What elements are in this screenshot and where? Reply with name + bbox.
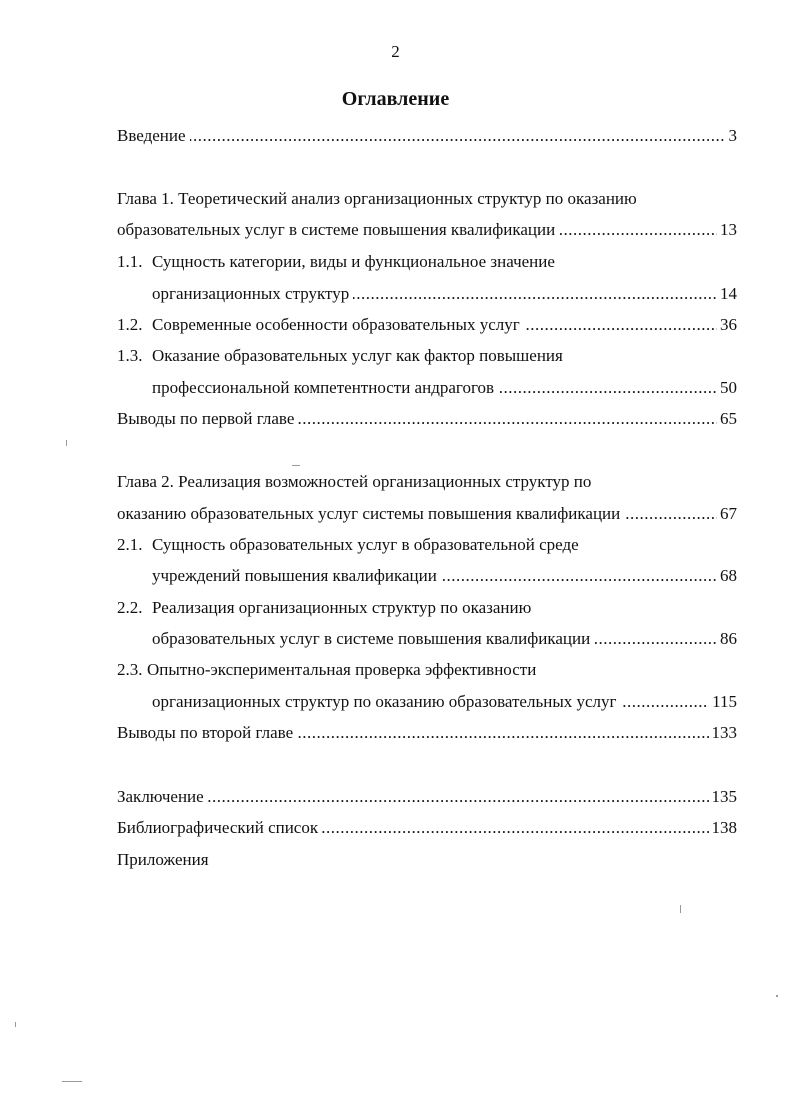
toc-chapter1-title-line2[interactable] (117, 217, 737, 243)
toc-conclusions-chapter2[interactable] (117, 720, 737, 746)
toc-entry-label: оказанию образовательных услуг системы повышения квалификации (117, 504, 624, 523)
toc-section-2-3-line2[interactable] (152, 689, 737, 715)
toc-entry-label: организационных структур (152, 284, 353, 303)
scan-speck (680, 905, 681, 913)
section-number: 2.3. (117, 660, 143, 679)
toc-conclusions-chapter1[interactable] (117, 406, 737, 432)
toc-chapter1-title-line1[interactable] (117, 186, 737, 212)
toc-entry-label: Глава 1. Теоретический анализ организационных структур по оказанию (117, 189, 641, 208)
toc-entry-intro[interactable] (117, 123, 737, 149)
toc-section-2-1-line2[interactable] (152, 563, 737, 589)
toc-section-1-1-line2[interactable] (152, 281, 737, 307)
leader-dots (117, 123, 737, 149)
toc-entry-label: организационных структур по оказанию образовательных услуг (152, 692, 621, 711)
leader-dots (117, 784, 737, 810)
toc-entry-label: профессиональной компетентности андрагогов (152, 378, 498, 397)
toc-entry-page: 138 (709, 815, 738, 841)
toc-chapter2-title-line1[interactable] (117, 469, 737, 495)
toc-chapter2-title-line2[interactable] (117, 501, 737, 527)
section-number: 1.3. (117, 346, 143, 365)
toc-section-2-2-line2[interactable] (152, 626, 737, 652)
toc-entry-label: Глава 2. Реализация возможностей организационных структур по (117, 472, 595, 491)
toc-entry-page: 36 (717, 312, 737, 338)
toc-entry-page: 14 (717, 281, 737, 307)
scan-speck (776, 995, 778, 997)
toc-section-1-2[interactable] (117, 312, 737, 338)
toc-bibliography[interactable] (117, 815, 737, 841)
toc-entry-label: образовательных услуг в системе повышения квалификации (117, 220, 559, 239)
toc-entry-label: Введение (117, 126, 190, 145)
toc-section-2-3-line1[interactable] (117, 657, 737, 683)
toc-appendix[interactable] (117, 847, 737, 873)
toc-entry-label: Реализация организационных структур по оказанию (152, 598, 535, 617)
toc-entry-label: Сущность категории, виды и функциональное значение (152, 252, 559, 271)
scan-speck (292, 465, 300, 466)
section-number: 1.1. (117, 252, 143, 271)
toc-entry-label: Выводы по первой главе (117, 409, 298, 428)
toc-conclusion[interactable] (117, 784, 737, 810)
toc-section-1-3-line1[interactable] (117, 343, 737, 369)
toc-entry-page: 135 (709, 784, 738, 810)
scan-speck (66, 440, 67, 446)
toc-entry-page: 68 (717, 563, 737, 589)
toc-entry-label: Опытно-экспериментальная проверка эффективности (147, 660, 540, 679)
toc-entry-label: Библиографический список (117, 818, 322, 837)
toc-section-1-1-line1[interactable] (117, 249, 737, 275)
scan-speck (62, 1081, 82, 1082)
toc-entry-label: Современные особенности образовательных услуг (152, 315, 520, 334)
toc-entry-label: Сущность образовательных услуг в образовательной среде (152, 535, 583, 554)
toc-entry-label: учреждений повышения квалификации (152, 566, 441, 585)
toc-entry-page: 86 (717, 626, 737, 652)
toc-title: Оглавление (341, 88, 450, 110)
toc-entry-page: 13 (717, 217, 737, 243)
toc-entry-label: Приложения (117, 850, 213, 869)
scan-speck (15, 1022, 16, 1027)
toc-entry-page: 133 (709, 720, 738, 746)
toc-entry-label: Заключение (117, 787, 208, 806)
page-number: 2 (391, 42, 400, 61)
toc-entry-label: Выводы по второй главе (117, 723, 297, 742)
toc-section-1-3-line2[interactable] (152, 375, 737, 401)
toc-entry-label: образовательных услуг в системе повышения квалификации (152, 629, 594, 648)
section-number: 1.2. (117, 315, 143, 334)
section-number: 2.1. (117, 535, 143, 554)
toc-section-2-2-line1[interactable] (117, 595, 737, 621)
toc-entry-label: Оказание образовательных услуг как фактор повышения (152, 346, 567, 365)
toc-entry-page: 3 (726, 123, 738, 149)
toc-entry-page: 115 (709, 689, 737, 715)
toc-entry-page: 65 (717, 406, 737, 432)
toc-section-2-1-line1[interactable] (117, 532, 737, 558)
toc-entry-page: 67 (717, 501, 737, 527)
toc-entry-page: 50 (717, 375, 737, 401)
section-number: 2.2. (117, 598, 143, 617)
